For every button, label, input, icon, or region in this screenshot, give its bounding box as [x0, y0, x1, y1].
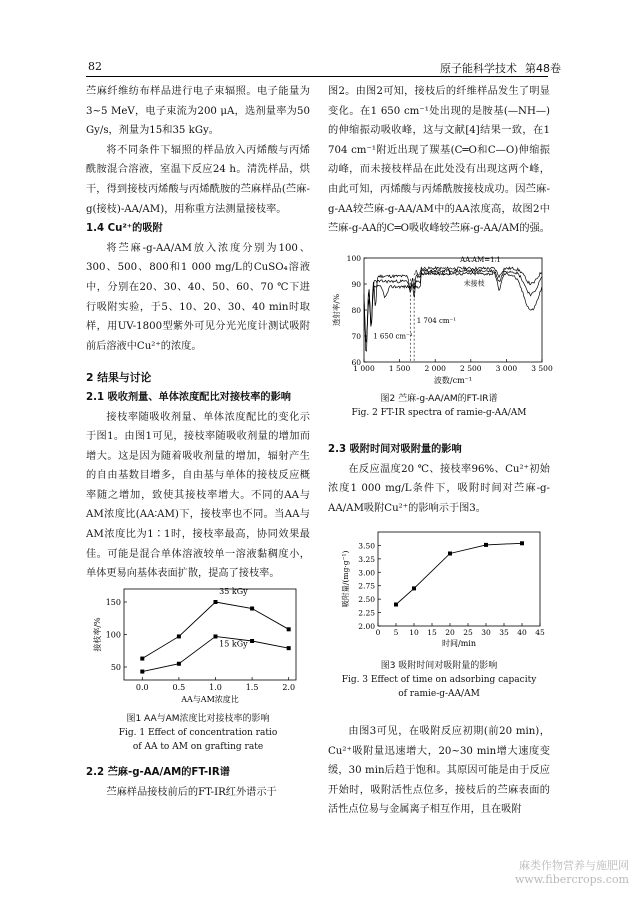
x-tick-label: 1.0: [209, 683, 222, 692]
section-heading: 2.1 吸收剂量、单体浓度配比对接枝率的影响: [86, 391, 291, 403]
left-column-bottom: [86, 763, 310, 802]
paragraph: 苎麻样品接枝前后的FT-IR红外谱示于: [106, 786, 277, 798]
figure-1-chart: [86, 585, 310, 710]
data-point: [140, 670, 144, 674]
y-tick-label: 3.00: [358, 568, 375, 578]
x-tick-label: 2 500: [460, 364, 482, 373]
series-label: 15 kGy: [219, 639, 248, 649]
y-tick-label: 100: [346, 254, 361, 263]
y-axis-label: 吸附量/(mg·g⁻¹): [341, 550, 350, 608]
y-tick-label: 3.50: [358, 541, 375, 551]
x-tick-label: 40: [517, 628, 527, 637]
data-point: [287, 627, 291, 631]
caption-cn: 图1 AA与AM浓度比对接枝率的影响: [126, 714, 270, 724]
caption-en: Fig. 2 FT-IR spectra of ramie-g-AA/AM: [351, 408, 527, 418]
figure-2-caption: [328, 392, 550, 420]
data-point: [250, 639, 254, 643]
annotation-1650: 1 650 cm⁻¹: [373, 332, 413, 341]
x-tick-label: 45: [535, 628, 545, 637]
series-line: [142, 602, 288, 659]
data-point: [412, 586, 416, 590]
x-tick-label: 3 000: [495, 364, 518, 373]
page-number: 82: [88, 60, 102, 73]
paragraph: 将不同条件下辐照的样品放入丙烯酸与丙烯酰胺混合溶液，室温下反应24 h。清洗样品，烘干，得到接枝丙烯酸与丙烯酰胺的苎麻样品(苎麻-g(接枝)-AA/AM)，用称重方法测量接枝率。: [86, 144, 310, 215]
y-tick-label: 80: [351, 306, 361, 315]
y-axis-label: 接枝率/%: [93, 617, 102, 652]
caption-en: of AA to AM on grafting rate: [132, 742, 264, 752]
x-tick-label: 0.5: [172, 683, 186, 692]
data-point: [520, 541, 524, 545]
right-column-mid: [328, 440, 550, 518]
caption-en: Fig. 1 Effect of concentration ratio: [118, 728, 278, 738]
right-column: [328, 82, 550, 239]
figure-3-caption: [328, 659, 550, 701]
y-axis-label: 透射率/%: [332, 293, 341, 327]
data-point: [250, 607, 254, 611]
data-point: [213, 600, 217, 604]
data-point: [448, 551, 452, 555]
x-axis-label: 时间/min: [442, 639, 476, 648]
x-tick-label: 2 000: [424, 364, 446, 373]
series-line: [396, 543, 522, 604]
y-tick-label: 3.25: [358, 554, 375, 564]
spectrum-2-1: [364, 269, 542, 342]
paragraph: 在反应温度20 ℃、接枝率96%、Cu²⁺初始浓度1 000 mg/L条件下，吸附时间对苎麻-g-AA/AM吸附Cu²⁺的影响示于图3。: [328, 463, 550, 514]
figure-1-caption: [86, 712, 310, 754]
spectrum-ungrafted: [364, 272, 542, 341]
section-heading: 1.4 Cu²⁺的吸附: [86, 223, 163, 235]
section-heading: 2.3 吸附时间对吸附量的影响: [328, 444, 462, 455]
journal-name: 原子能科学技术: [440, 62, 517, 75]
x-tick-label: 3 500: [531, 364, 553, 373]
y-tick-label: 70: [351, 332, 361, 341]
y-tick-label: 100: [105, 630, 121, 640]
section-heading: 2.2 苎麻-g-AA/AM的FT-IR谱: [86, 767, 230, 778]
x-tick-label: 0: [375, 628, 381, 637]
y-tick-label: 60: [351, 358, 361, 367]
label-ungrafted: 未接枝: [463, 279, 485, 288]
label-aa-am-2-1: AA∶AM=2∶1: [413, 268, 452, 277]
plot-frame: [124, 589, 296, 680]
data-point: [177, 662, 181, 666]
x-tick-label: 20: [445, 628, 455, 637]
x-tick-label: 2.0: [282, 683, 296, 692]
y-tick-label: 2.75: [358, 581, 375, 591]
data-point: [394, 603, 398, 607]
x-axis-label: AA与AM浓度比: [181, 695, 239, 704]
data-point: [484, 543, 488, 547]
data-point: [213, 634, 217, 638]
data-point: [140, 657, 144, 661]
paragraph: 接枝率随吸收剂量、单体浓度配比的变化示于图1。由图1可见，接枝率随吸收剂量的增加而增大。这是因为随着吸收剂量的增加，辐射产生的自由基数目增多，自由基与单体的接枝反应概率随之增加，致使其接枝率增大。不同的AA与AM浓度比(AA∶AM)下，接枝率也不同。当AA与AM浓度比为1∶1时，接枝率最高，协同效果最佳。可能是混合单体溶液较单一溶液黏稠度小，单体更易向基体表面扩散，提高了接枝率。: [86, 411, 310, 580]
figure-3-chart: [338, 528, 546, 652]
y-tick-label: 2.50: [358, 595, 375, 605]
y-tick-label: 90: [351, 280, 361, 289]
series-line: [142, 636, 288, 671]
x-tick-label: 30: [481, 628, 491, 637]
x-tick-label: 15: [427, 628, 437, 637]
caption-cn: 图2 苎麻-g-AA/AM的FT-IR谱: [380, 394, 498, 404]
y-tick-label: 150: [105, 598, 121, 607]
label-aa-am-1-1: AA∶AM=1∶1: [460, 255, 501, 264]
x-tick-label: 1 000: [353, 364, 375, 373]
x-tick-label: 25: [463, 628, 473, 637]
y-tick-label: 50: [110, 663, 121, 672]
x-tick-label: 10: [409, 628, 419, 637]
x-tick-label: 1 500: [388, 364, 411, 373]
header-rule: [86, 76, 548, 77]
data-point: [177, 634, 181, 638]
x-axis-label: 波数/cm⁻¹: [433, 376, 473, 385]
paragraph: 图2。由图2可知，接枝后的纤维样品发生了明显变化。在1 650 cm⁻¹处出现的是胺基(—NH—)的伸缩振动吸收峰，这与文献[4]结果一致，在1 704 cm⁻¹附近出现了羰基(C═O和C—O)伸缩振动峰，而未接枝样品在此处没有出现这两个峰，由此可知，丙烯酸与丙烯酰胺接枝成功。因苎麻-g-AA较苎麻-g-AA/AM中的AA浓度高，故图2中苎麻-g-AA的C═O吸收峰较苎麻-g-AA/AM的强。: [328, 86, 550, 235]
plot-frame: [378, 532, 540, 626]
paragraph: 苎麻纤维纺布样品进行电子束辐照。电子能量为3~5 MeV，电子束流为200 μA，选剂量率为50 Gy/s，剂量为15和35 kGy。: [86, 86, 310, 137]
left-column: [86, 82, 310, 584]
caption-cn: 图3 吸附时间对吸附量的影响: [380, 661, 498, 671]
caption-en: of ramie-g-AA/AM: [398, 689, 480, 699]
section-heading: 2 结果与讨论: [86, 371, 152, 385]
volume: 第48卷: [525, 62, 561, 75]
paragraph: 将苎麻-g-AA/AM放入浓度分别为100、300、500、800和1 000 mg/L的CuSO₄溶液中，分别在20、30、40、50、60、70 ℃下进行吸附实验，于5、10、20、30、40 min时取样，用UV-1800型紫外可见分光光度计测试吸附前后溶液中Cu²⁺的浓度。: [86, 242, 310, 352]
y-tick-label: 2.25: [358, 608, 375, 618]
paragraph: 由图3可见，在吸附反应初期(前20 min)，Cu²⁺吸附量迅速增大，20~30 min增大速度变缓，30 min后趋于饱和。其原因可能是由于反应开始时，吸附活性点位多，接枝后的苎麻表面的活性点位易与金属离子相互作用，且在吸附: [328, 726, 550, 816]
annotation-1704: 1 704 cm⁻¹: [416, 317, 457, 325]
y-tick-label: 2.00: [358, 622, 375, 631]
data-point: [287, 646, 291, 650]
x-tick-label: 5: [393, 628, 399, 637]
right-column-bottom: [328, 722, 550, 820]
series-label: 35 kGy: [219, 587, 248, 596]
x-tick-label: 1.5: [245, 683, 259, 692]
watermark: 麻类作物营养与施肥网 www.fibercrops.com: [514, 859, 629, 886]
figure-2-chart: [330, 254, 553, 386]
page-header: [0, 58, 635, 78]
caption-en: Fig. 3 Effect of time on adsorbing capacity: [341, 675, 537, 685]
x-tick-label: 0.0: [135, 683, 149, 692]
x-tick-label: 35: [499, 628, 509, 637]
